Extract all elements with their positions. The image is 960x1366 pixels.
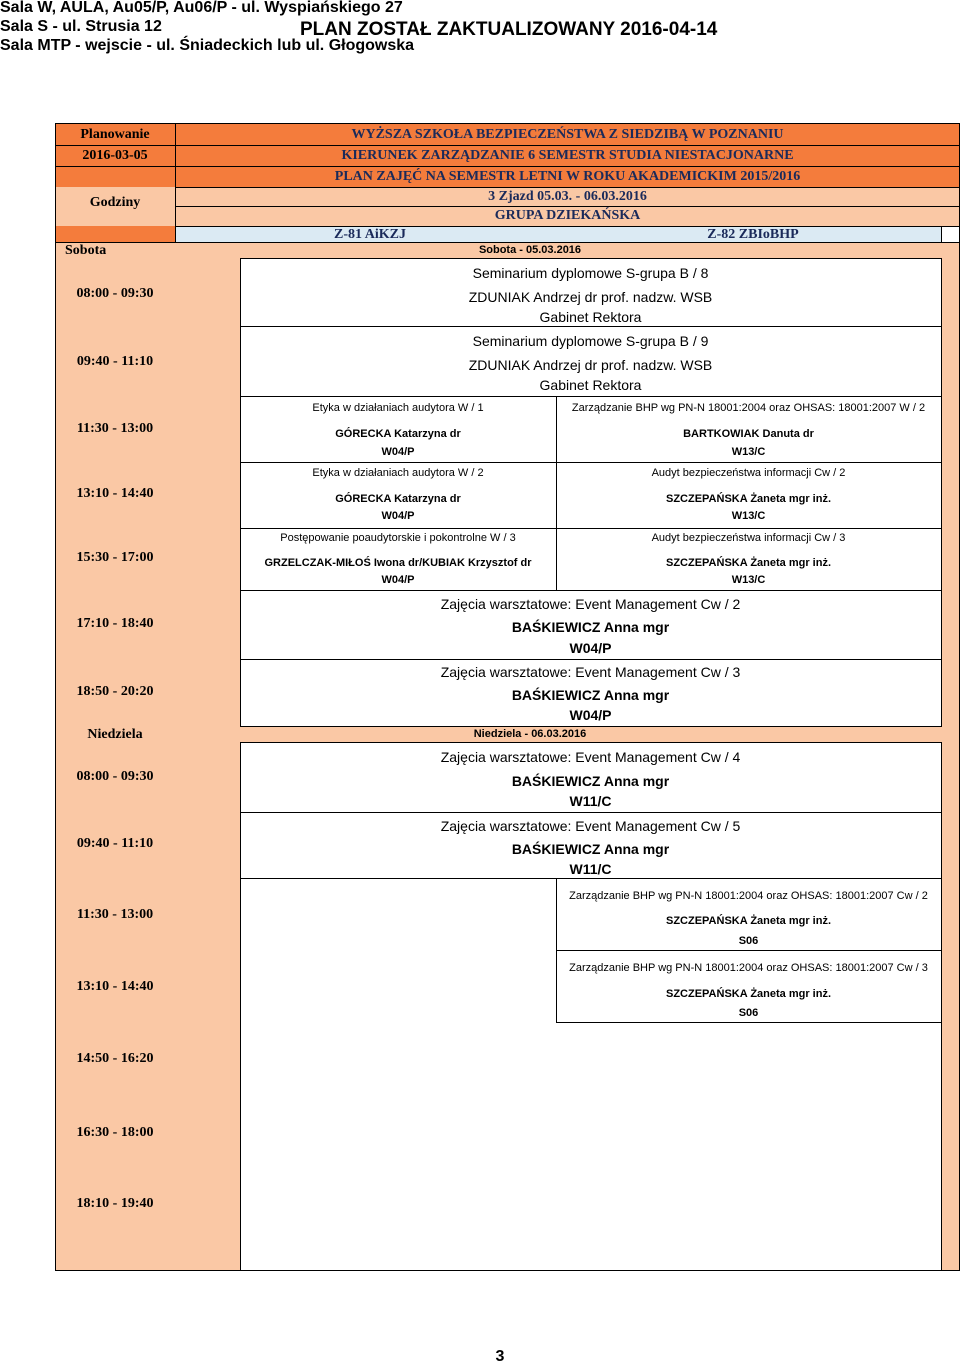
event-zbhpcw3-teacher: SZCZEPAŃSKA Żaneta mgr inż. [665,988,832,1000]
header-line-3: Sala MTP - wejscie - ul. Śniadeckich lub ul. Głogowska [0,37,415,54]
event-ety2-room: W04/P [381,510,415,522]
zjazd-label: 3 Zjazd 05.03. - 06.03.2016 [488,189,647,204]
event-abi2-room: W13/C [731,510,766,522]
event-ety2-teacher: GÓRECKA Katarzyna dr [335,493,461,505]
subgroup-right: Z-82 ZBIoBHP [707,227,799,242]
program-title: KIERUNEK ZARZĄDZANIE 6 SEMESTR STUDIA NIESTACJONARNE [341,148,794,163]
school-title: WYŻSZA SZKOŁA BEZPIECZEŃSTWA Z SIEDZIBĄ W POZNANIU [351,127,784,142]
event-sem8-teacher: ZDUNIAK Andrzej dr prof. nadzw. WSB [468,289,713,305]
event-ety2-title: Etyka w działaniach audytora W / 2 [312,467,484,479]
event-abi3-room: W13/C [731,574,766,586]
event-sem8-title: Seminarium dyplomowe S-grupa B / 8 [472,265,709,281]
event-sem8-room: Gabinet Rektora [539,309,642,325]
event-abi3-title: Audyt bezpieczeństwa informacji Cw / 3 [651,532,846,544]
event-zw2-title: Zajęcia warsztatowe: Event Management Cw / 2 [440,596,741,612]
saturday-label: Sobota [65,243,107,258]
group-label: GRUPA DZIEKAŃSKA [494,208,641,223]
godziny-label: Godziny [89,195,141,210]
event-zw2-room: W04/P [569,640,612,656]
slot-sat-3: 11:30 - 13:00 [76,421,154,436]
event-abi2-teacher: SZCZEPAŃSKA Żaneta mgr inż. [665,493,832,505]
slot-sun-5: 14:50 - 16:20 [76,1051,154,1066]
plan-date: 2016-03-05 [82,148,148,163]
slot-sun-1: 08:00 - 09:30 [76,769,154,784]
subgroup-left: Z-81 AiKZJ [334,227,406,242]
sunday-label: Niedziela [87,727,143,742]
event-zbhp2-teacher: BARTKOWIAK Danuta dr [683,428,814,440]
planowanie-label: Planowanie [80,127,150,142]
slot-sun-6: 16:30 - 18:00 [76,1125,154,1140]
event-zbhpcw2-teacher: SZCZEPAŃSKA Żaneta mgr inż. [665,915,832,927]
event-zbhpcw3-room: S06 [738,1007,759,1019]
event-zw3-room: W04/P [569,707,612,723]
event-zw3-title: Zajęcia warsztatowe: Event Management Cw / 3 [440,664,741,680]
event-zw4-title: Zajęcia warsztatowe: Event Management Cw / 4 [440,749,741,765]
event-zbhp2-room: W13/C [731,446,766,458]
saturday-date: Sobota - 05.03.2016 [478,244,582,256]
sunday-date: Niedziela - 06.03.2016 [473,728,587,740]
event-ety1-room: W04/P [381,446,415,458]
slot-sun-2: 09:40 - 11:10 [76,836,154,851]
slot-sun-7: 18:10 - 19:40 [76,1196,154,1211]
event-zbhpcw2-title: Zarządzanie BHP wg PN-N 18001:2004 oraz OHSAS: 18001:2007 Cw / 2 [569,890,928,902]
event-ety1-title: Etyka w działaniach audytora W / 1 [312,402,484,414]
event-zbhp2-title: Zarządzanie BHP wg PN-N 18001:2004 oraz OHSAS: 18001:2007 W / 2 [571,402,926,414]
event-zw5-teacher: BAŚKIEWICZ Anna mgr [511,841,670,857]
event-zw2-teacher: BAŚKIEWICZ Anna mgr [511,619,670,635]
event-ppk3-teacher: GRZELCZAK-MIŁOŚ Iwona dr/KUBIAK Krzysztof dr [264,557,532,569]
header-line-2: Sala S - ul. Strusia 12 [0,18,162,35]
event-zw4-teacher: BAŚKIEWICZ Anna mgr [511,773,670,789]
slot-sat-1: 08:00 - 09:30 [76,286,154,301]
event-abi3-teacher: SZCZEPAŃSKA Żaneta mgr inż. [665,557,832,569]
event-zbhpcw3-title: Zarządzanie BHP wg PN-N 18001:2004 oraz OHSAS: 18001:2007 Cw / 3 [569,962,928,974]
slot-sat-7: 18:50 - 20:20 [76,684,154,699]
update-notice: PLAN ZOSTAŁ ZAKTUALIZOWANY 2016-04-14 [300,19,718,40]
slot-sat-4: 13:10 - 14:40 [76,486,154,501]
slot-sat-2: 09:40 - 11:10 [76,354,154,369]
event-ppk3-title: Postępowanie poaudytorskie i pokontrolne W / 3 [280,532,516,544]
event-ppk3-room: W04/P [381,574,415,586]
slot-sun-3: 11:30 - 13:00 [76,907,154,922]
event-zw5-title: Zajęcia warsztatowe: Event Management Cw / 5 [440,818,741,834]
event-zbhpcw2-room: S06 [738,935,759,947]
right-edge [941,258,959,1270]
event-sem9-title: Seminarium dyplomowe S-grupa B / 9 [472,333,709,349]
page-number: 3 [495,1348,505,1365]
slot-sat-5: 15:30 - 17:00 [76,550,154,565]
slot-sun-4: 13:10 - 14:40 [76,979,154,994]
event-sem9-room: Gabinet Rektora [539,377,642,393]
header-line-1: Sala W, AULA, Au05/P, Au06/P - ul. Wyspiańskiego 27 [0,0,403,16]
event-sem9-teacher: ZDUNIAK Andrzej dr prof. nadzw. WSB [468,357,713,373]
slot-sat-6: 17:10 - 18:40 [76,616,154,631]
event-ety1-teacher: GÓRECKA Katarzyna dr [335,428,461,440]
event-zw5-room: W11/C [569,861,612,877]
event-zw3-teacher: BAŚKIEWICZ Anna mgr [511,687,670,703]
plan-title: PLAN ZAJĘĆ NA SEMESTR LETNI W ROKU AKADEMICKIM 2015/2016 [334,169,801,184]
event-zw4-room: W11/C [569,793,612,809]
event-abi2-title: Audyt bezpieczeństwa informacji Cw / 2 [651,467,846,479]
